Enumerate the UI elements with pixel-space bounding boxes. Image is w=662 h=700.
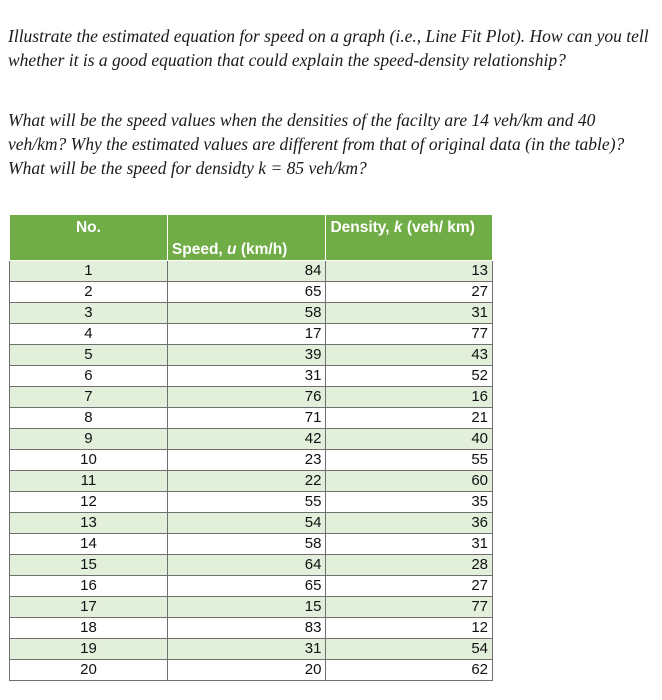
table-row: [10, 660, 493, 681]
cell-speed: 17: [167, 324, 326, 345]
cell-density: 60: [326, 471, 493, 492]
cell-no: 5: [10, 345, 168, 366]
cell-density: 13: [326, 261, 493, 282]
cell-no: 18: [10, 618, 168, 639]
cell-density: 52: [326, 366, 493, 387]
cell-density: 12: [326, 618, 493, 639]
cell-no: 2: [10, 282, 168, 303]
table-row: [10, 597, 493, 618]
header-speed: Speed, u (km/h): [167, 215, 326, 261]
cell-density: 27: [326, 576, 493, 597]
cell-no: 3: [10, 303, 168, 324]
cell-speed: 22: [167, 471, 326, 492]
cell-speed: 39: [167, 345, 326, 366]
cell-no: 19: [10, 639, 168, 660]
cell-speed: 58: [167, 303, 326, 324]
cell-no: 6: [10, 366, 168, 387]
cell-speed: 20: [167, 660, 326, 681]
cell-speed: 42: [167, 429, 326, 450]
cell-density: 43: [326, 345, 493, 366]
cell-no: 15: [10, 555, 168, 576]
table-row: [10, 576, 493, 597]
cell-speed: 54: [167, 513, 326, 534]
cell-density: 40: [326, 429, 493, 450]
cell-density: 77: [326, 324, 493, 345]
cell-density: 31: [326, 534, 493, 555]
table-row: [10, 639, 493, 660]
cell-no: 8: [10, 408, 168, 429]
table-row: [10, 534, 493, 555]
table-row: [10, 303, 493, 324]
cell-density: 16: [326, 387, 493, 408]
cell-density: 31: [326, 303, 493, 324]
table-row: [10, 513, 493, 534]
table-body: [10, 261, 493, 681]
cell-no: 13: [10, 513, 168, 534]
cell-speed: 65: [167, 282, 326, 303]
cell-density: 77: [326, 597, 493, 618]
table-row: [10, 471, 493, 492]
cell-no: 11: [10, 471, 168, 492]
cell-density: 27: [326, 282, 493, 303]
question-1-text: Illustrate the estimated equation for speed on a graph (i.e., Line Fit Plot). How can you tell whether it is a good equation that could explain the speed-density relationship?: [8, 26, 649, 70]
cell-no: 17: [10, 597, 168, 618]
question-2-text: What will be the speed values when the densities of the facilty are 14 veh/km and 40 veh/km? Why the estimated values are different from that of original data (in the table)? What will be the speed for densidty k = 85 veh/km?: [8, 110, 625, 178]
cell-density: 55: [326, 450, 493, 471]
header-density: Density, k (veh/ km): [326, 215, 493, 261]
cell-speed: 31: [167, 366, 326, 387]
cell-no: 7: [10, 387, 168, 408]
cell-density: 36: [326, 513, 493, 534]
table-row: [10, 366, 493, 387]
table-row: [10, 618, 493, 639]
table-row: [10, 261, 493, 282]
cell-speed: 76: [167, 387, 326, 408]
table-row: [10, 450, 493, 471]
cell-density: 21: [326, 408, 493, 429]
cell-density: 54: [326, 639, 493, 660]
cell-speed: 71: [167, 408, 326, 429]
cell-no: 16: [10, 576, 168, 597]
cell-no: 1: [10, 261, 168, 282]
cell-no: 4: [10, 324, 168, 345]
cell-speed: 55: [167, 492, 326, 513]
speed-density-table: [9, 214, 493, 681]
table-header-row: [10, 215, 493, 261]
cell-density: 28: [326, 555, 493, 576]
table-row: [10, 555, 493, 576]
cell-speed: 15: [167, 597, 326, 618]
cell-density: 35: [326, 492, 493, 513]
cell-density: 62: [326, 660, 493, 681]
cell-no: 10: [10, 450, 168, 471]
header-no: No.: [10, 215, 168, 261]
table-row: [10, 324, 493, 345]
table-row: [10, 429, 493, 450]
cell-no: 12: [10, 492, 168, 513]
cell-speed: 84: [167, 261, 326, 282]
cell-speed: 64: [167, 555, 326, 576]
table-row: [10, 492, 493, 513]
cell-speed: 83: [167, 618, 326, 639]
cell-speed: 58: [167, 534, 326, 555]
cell-speed: 31: [167, 639, 326, 660]
cell-speed: 65: [167, 576, 326, 597]
table-row: [10, 282, 493, 303]
cell-speed: 23: [167, 450, 326, 471]
table-row: [10, 408, 493, 429]
cell-no: 14: [10, 534, 168, 555]
cell-no: 20: [10, 660, 168, 681]
table-row: [10, 387, 493, 408]
cell-no: 9: [10, 429, 168, 450]
table-row: [10, 345, 493, 366]
